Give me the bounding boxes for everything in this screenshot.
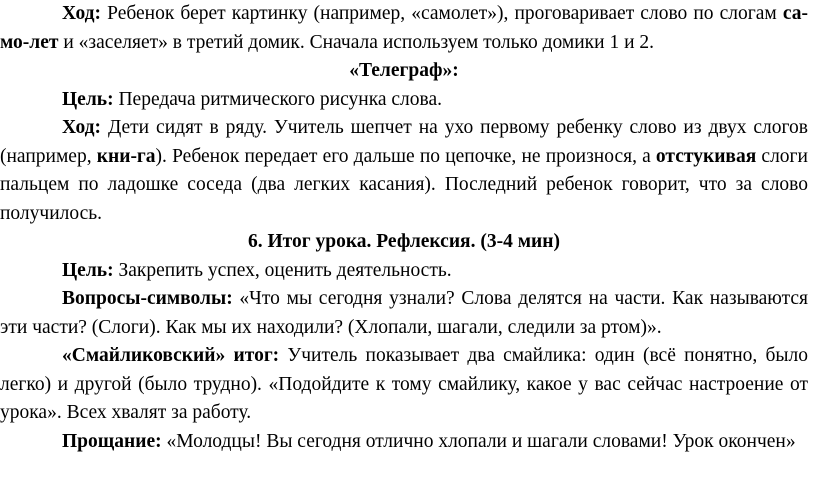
bold-word-otstukivaya: отстукивая [655, 145, 757, 167]
text: Закрепить успех, оценить деятельность. [113, 259, 452, 281]
label-questions: Вопросы-символы: [62, 288, 233, 309]
paragraph-smiley [0, 342, 808, 428]
label-goal: Цель: [62, 88, 114, 110]
paragraph-questions [0, 285, 808, 342]
paragraph-hod-1 [0, 0, 808, 57]
text: Ребенок берет картинку (например, «самолет»), проговаривает слово по слогам [101, 3, 783, 24]
paragraph-goal-2 [0, 257, 808, 286]
text: Учитель показывает два смайлика: один (всё понятно, было легко) и другой (было трудно). «Подойдите к тому смайлику, какое у вас сейчас настроение от урока». Всех хвалят за работу. [0, 345, 809, 423]
heading-telegraph: «Телеграф»: [349, 60, 459, 81]
paragraph-farewell [0, 428, 808, 457]
bold-syllables-samolet: са-мо-лет [0, 3, 808, 53]
text: ). Ребенок передает его дальше по цепочке, не произнося, а [155, 145, 656, 167]
text: Передача ритмического рисунка слова. [113, 88, 443, 110]
text: и «заселяет» в третий домик. Сначала используем только домики 1 и 2. [58, 31, 655, 53]
label-hod: Ход: [62, 3, 102, 24]
label-smiley-summary: «Смайликовский» итог: [62, 345, 280, 366]
text: слоги пальцем по ладошке соседа (два легких касания). Последний ребенок говорит, что за слово получилось. [0, 145, 808, 224]
label-farewell: Прощание: [62, 430, 162, 452]
text: Дети сидят в ряду. Учитель шепчет на ухо первому ребенку слово из двух слогов (например, [0, 117, 808, 167]
label-goal: Цель: [62, 259, 114, 281]
paragraph-hod-2 [0, 114, 808, 228]
paragraph-goal-1 [0, 86, 808, 115]
text: «Что мы сегодня узнали? Слова делятся на части. Как называются эти части? (Слоги). Как мы их находили? (Хлопали, шагали, следили за ртом)». [0, 288, 808, 338]
heading-section-6: 6. Итог урока. Рефлексия. (3-4 мин) [248, 231, 560, 252]
label-hod: Ход: [62, 117, 102, 138]
text: «Молодцы! Вы сегодня отлично хлопали и шагали словами! Урок окончен» [161, 430, 796, 452]
bold-syllables-kniga: кни-га [96, 145, 156, 167]
